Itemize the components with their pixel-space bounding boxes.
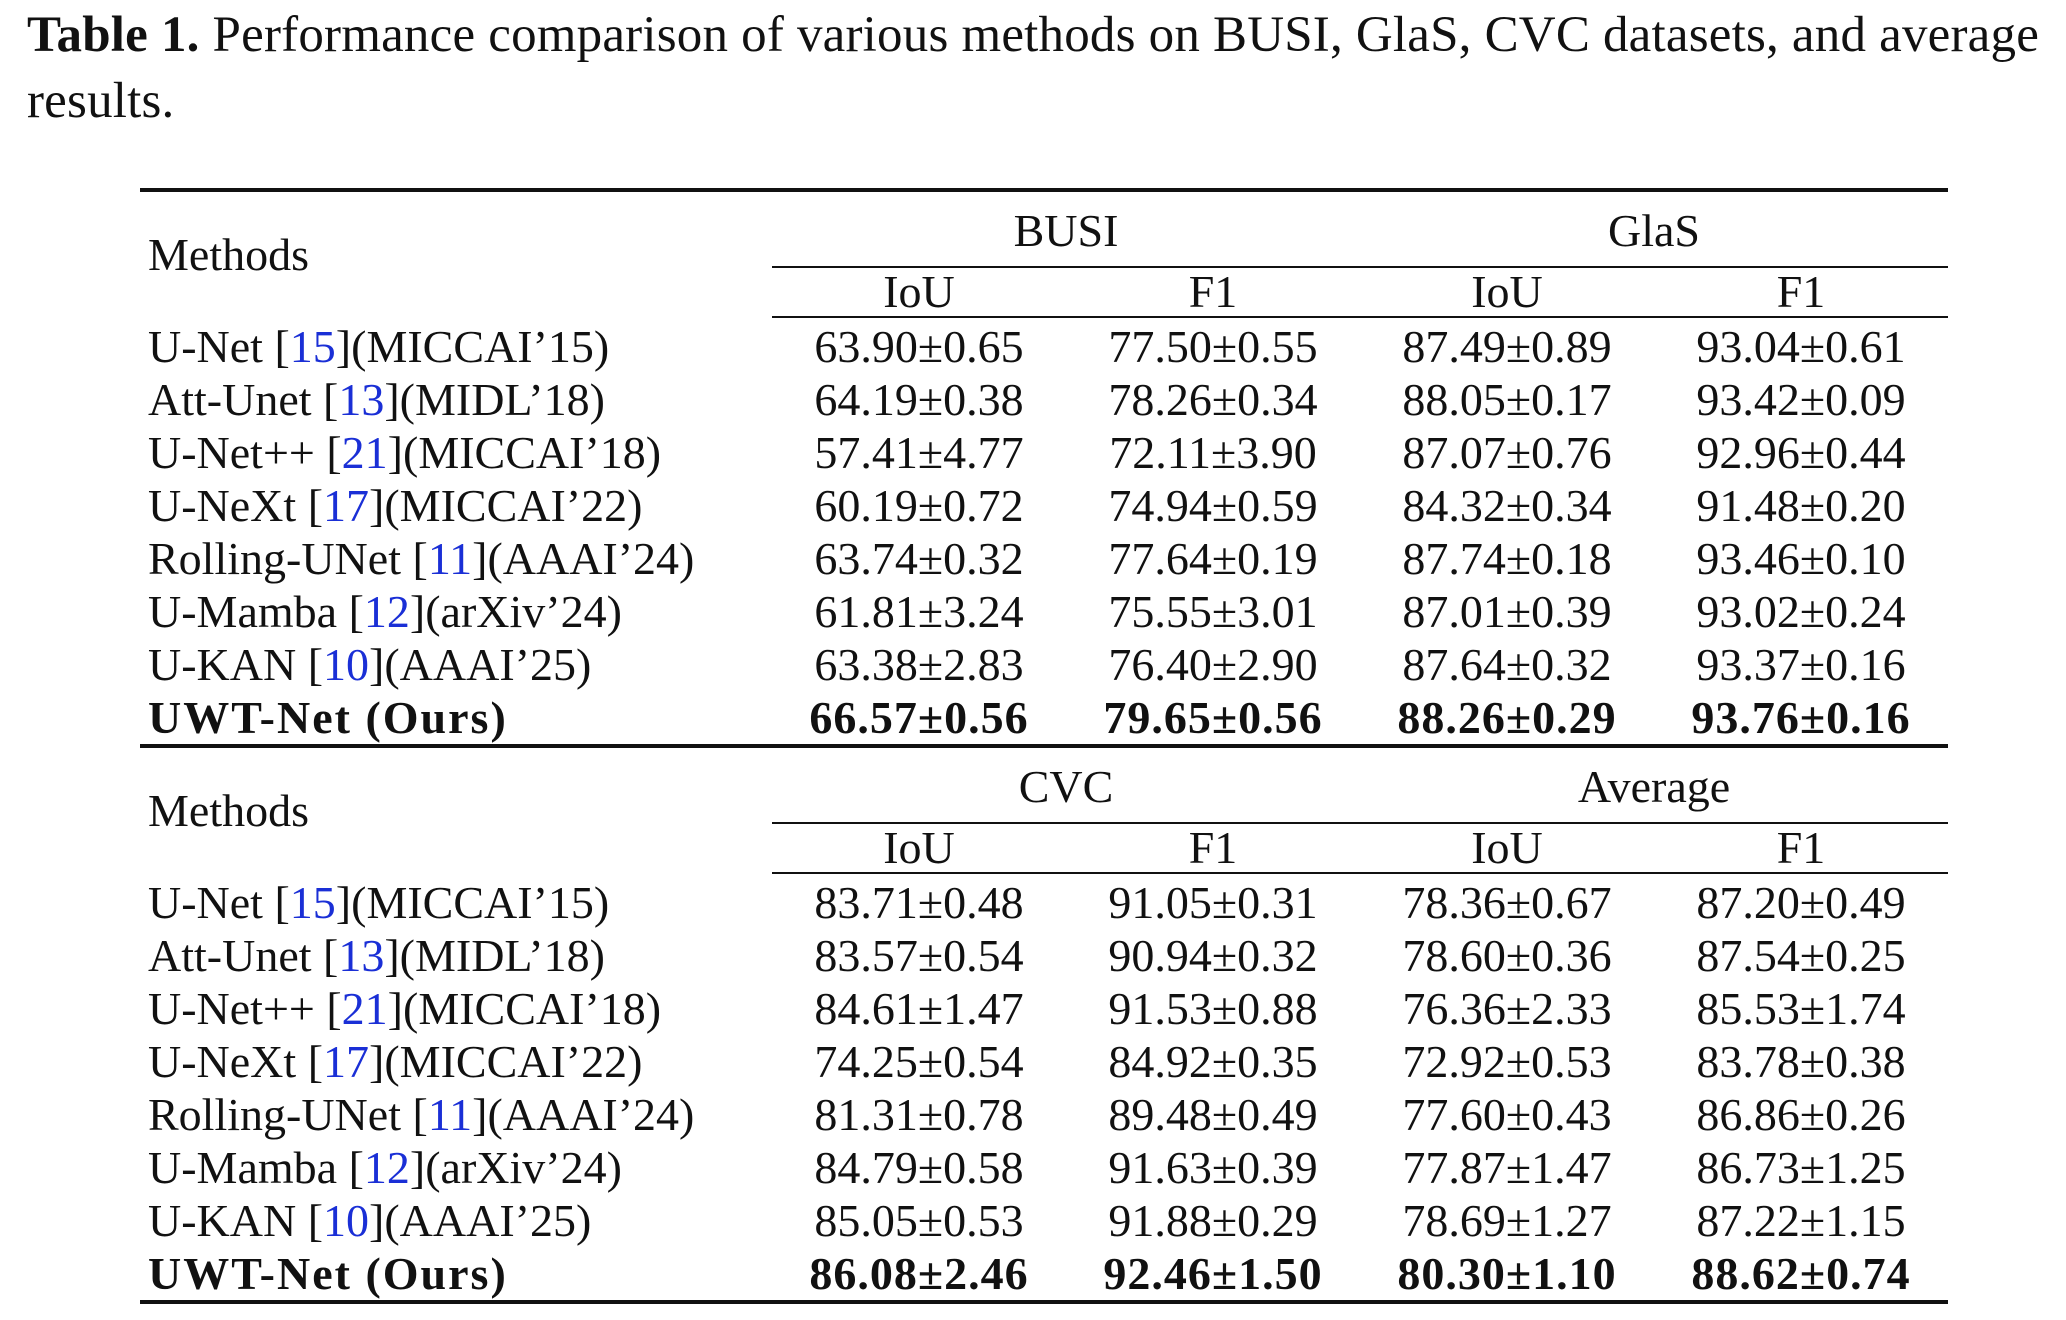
citation-bracket: [	[412, 533, 428, 584]
method-venue: (MICCAI’18)	[403, 427, 662, 478]
metric-value-cell: 87.22±1.15	[1696, 1195, 1906, 1246]
dataset-header: CVC	[772, 746, 1360, 823]
metric-value-cell-ours: 88.62±0.74	[1654, 1247, 1948, 1302]
metric-value-cell: 91.48±0.20	[1696, 480, 1906, 531]
metric-value-cell: 83.57±0.54	[814, 930, 1024, 981]
method-cell	[140, 1088, 772, 1141]
citation-link[interactable]: 12	[363, 1142, 410, 1193]
metric-value-cell: 75.55±3.01	[1108, 586, 1318, 637]
citation-link[interactable]: 13	[338, 930, 385, 981]
metric-header: IoU	[1360, 267, 1654, 317]
method-cell	[140, 982, 772, 1035]
metric-value-cell: 92.96±0.44	[1696, 427, 1906, 478]
method-name: U-Net	[148, 320, 275, 372]
metric-value-cell: 72.92±0.53	[1402, 1036, 1612, 1087]
metric-value-cell: 93.37±0.16	[1696, 639, 1906, 690]
metric-value-cell: 84.61±1.47	[814, 983, 1024, 1034]
table-row	[140, 982, 1948, 1035]
metric-value-cell: 77.50±0.55	[1108, 321, 1318, 372]
method-name: U-NeXt	[148, 480, 308, 531]
citation-bracket: ]	[384, 374, 400, 425]
metric-value-cell: 74.94±0.59	[1108, 480, 1318, 531]
metric-value-cell: 89.48±0.49	[1108, 1089, 1318, 1140]
method-venue: (AAAI’25)	[384, 639, 592, 690]
metric-value-cell: 78.69±1.27	[1402, 1195, 1612, 1246]
citation-link[interactable]: 10	[323, 639, 370, 690]
table-row	[140, 479, 1948, 532]
citation-bracket: ]	[335, 320, 352, 372]
table-row	[140, 1035, 1948, 1088]
metric-value-cell: 83.71±0.48	[814, 877, 1024, 928]
metric-value-cell: 81.31±0.78	[814, 1089, 1024, 1140]
metric-header: IoU	[772, 267, 1066, 317]
table-row	[140, 532, 1948, 585]
metric-value-cell: 57.41±4.77	[814, 427, 1024, 478]
method-cell	[140, 1035, 772, 1088]
citation-bracket: ]	[384, 930, 400, 981]
citation-bracket: [	[348, 1142, 364, 1193]
table-row	[140, 1088, 1948, 1141]
citation-link[interactable]: 15	[289, 876, 336, 928]
metric-value-cell: 93.42±0.09	[1696, 374, 1906, 425]
citation-bracket: [	[274, 320, 290, 372]
metric-value-cell: 90.94±0.32	[1108, 930, 1318, 981]
table-row	[140, 317, 1948, 373]
results-table-container	[140, 188, 1948, 1304]
method-cell	[140, 638, 772, 691]
method-cell	[140, 532, 772, 585]
metric-value-cell: 84.79±0.58	[814, 1142, 1024, 1193]
method-cell	[140, 929, 772, 982]
citation-bracket: ]	[369, 1036, 385, 1087]
metric-value-cell: 93.46±0.10	[1696, 533, 1906, 584]
metric-value-cell: 77.64±0.19	[1108, 533, 1318, 584]
citation-link[interactable]: 11	[427, 533, 473, 584]
citation-bracket: [	[326, 427, 342, 478]
citation-link[interactable]: 11	[427, 1089, 473, 1140]
citation-link[interactable]: 15	[289, 320, 336, 372]
metric-value-cell: 91.63±0.39	[1108, 1142, 1318, 1193]
method-name: Att-Unet	[148, 930, 324, 981]
dataset-header: GlaS	[1360, 190, 1948, 267]
method-venue: (MICCAI’18)	[403, 983, 662, 1034]
citation-bracket: ]	[409, 1142, 426, 1193]
metric-value-cell: 87.07±0.76	[1402, 427, 1612, 478]
method-venue: (MIDL’18)	[399, 930, 605, 981]
table-row	[140, 585, 1948, 638]
metric-value-cell: 91.88±0.29	[1108, 1195, 1318, 1246]
method-venue: (MICCAI’15)	[351, 320, 610, 372]
metric-value-cell: 87.20±0.49	[1696, 877, 1906, 928]
methods-column-header: Methods	[140, 190, 772, 317]
metric-value-cell: 63.38±2.83	[814, 639, 1024, 690]
results-table-body	[140, 190, 1948, 1302]
method-name: U-KAN	[148, 1195, 308, 1246]
metric-value-cell: 85.53±1.74	[1696, 983, 1906, 1034]
method-venue: (MIDL’18)	[399, 374, 605, 425]
dataset-header-row	[140, 190, 1948, 267]
metric-value-cell: 88.05±0.17	[1402, 374, 1612, 425]
metric-value-cell: 78.26±0.34	[1108, 374, 1318, 425]
citation-bracket: [	[323, 374, 339, 425]
table-row	[140, 373, 1948, 426]
citation-bracket: [	[412, 1089, 428, 1140]
method-name: U-Net	[148, 876, 275, 928]
metric-value-cell: 63.74±0.32	[814, 533, 1024, 584]
citation-bracket: ]	[387, 983, 403, 1034]
citation-link[interactable]: 13	[338, 374, 385, 425]
metric-value-cell: 63.90±0.65	[814, 321, 1024, 372]
metric-header: F1	[1654, 823, 1948, 873]
metric-value-cell-ours: 88.26±0.29	[1397, 692, 1617, 743]
method-name-ours: UWT-Net (Ours)	[148, 692, 508, 743]
caption-label: Table 1.	[27, 7, 200, 63]
metric-header: F1	[1654, 267, 1948, 317]
method-cell	[140, 585, 772, 638]
table-row	[140, 638, 1948, 691]
citation-bracket: [	[307, 1036, 324, 1087]
citation-link[interactable]: 17	[323, 1036, 370, 1087]
metric-value-cell: 72.11±3.90	[1109, 427, 1317, 478]
method-cell	[140, 373, 772, 426]
method-name: U-NeXt	[148, 1036, 308, 1087]
citation-bracket: [	[307, 480, 324, 531]
metric-value-cell: 86.73±1.25	[1696, 1142, 1906, 1193]
method-name: Rolling-UNet	[148, 533, 413, 584]
metric-value-cell: 78.60±0.36	[1402, 930, 1612, 981]
citation-bracket: [	[307, 1195, 324, 1246]
metric-value-cell: 85.05±0.53	[814, 1195, 1024, 1246]
method-name: U-Net++	[148, 983, 327, 1034]
method-cell	[140, 479, 772, 532]
method-name: U-Mamba	[148, 586, 349, 637]
metric-header: IoU	[772, 823, 1066, 873]
citation-bracket: [	[274, 876, 290, 928]
citation-bracket: ]	[369, 480, 385, 531]
dataset-header: BUSI	[772, 190, 1360, 267]
table-row	[140, 873, 1948, 929]
metric-value-cell: 64.19±0.38	[814, 374, 1024, 425]
citation-bracket: [	[323, 930, 339, 981]
citation-bracket: [	[348, 586, 364, 637]
metric-value-cell: 74.25±0.54	[814, 1036, 1024, 1087]
metric-value-cell-ours: 79.65±0.56	[1103, 692, 1323, 743]
method-name-ours: UWT-Net (Ours)	[140, 1247, 772, 1302]
table-row	[140, 929, 1948, 982]
metric-value-cell: 60.19±0.72	[814, 480, 1024, 531]
metric-value-cell: 76.40±2.90	[1108, 639, 1318, 690]
citation-bracket: ]	[409, 586, 426, 637]
results-table	[140, 188, 1948, 1304]
table-row	[140, 1141, 1948, 1194]
citation-bracket: [	[326, 983, 342, 1034]
table-caption	[27, 2, 2057, 134]
citation-bracket: ]	[335, 876, 352, 928]
method-venue: (MICCAI’22)	[384, 480, 643, 531]
metric-value-cell: 61.81±3.24	[814, 586, 1024, 637]
metric-value-cell: 87.54±0.25	[1696, 930, 1906, 981]
metric-value-cell: 78.36±0.67	[1402, 877, 1612, 928]
metric-header: F1	[1066, 267, 1360, 317]
table-row	[140, 426, 1948, 479]
method-name: U-KAN	[148, 639, 308, 690]
method-cell	[140, 1194, 772, 1247]
metric-header: IoU	[1360, 823, 1654, 873]
method-name: U-Net++	[148, 427, 327, 478]
citation-bracket: [	[307, 639, 324, 690]
dataset-header: Average	[1360, 746, 1948, 823]
metric-value-cell: 76.36±2.33	[1402, 983, 1612, 1034]
citation-link[interactable]: 21	[341, 427, 388, 478]
method-venue: (MICCAI’15)	[351, 876, 610, 928]
metric-value-cell: 86.86±0.26	[1696, 1089, 1906, 1140]
method-name: U-Mamba	[148, 1142, 349, 1193]
metric-value-cell: 83.78±0.38	[1696, 1036, 1906, 1087]
table-row-ours	[140, 1247, 1948, 1302]
metric-value-cell: 87.49±0.89	[1402, 321, 1612, 372]
citation-link[interactable]: 21	[341, 983, 388, 1034]
method-venue: (AAAI’24)	[487, 1089, 695, 1140]
metric-header: F1	[1066, 823, 1360, 873]
method-cell	[140, 1141, 772, 1194]
method-venue: (arXiv’24)	[425, 1142, 622, 1193]
citation-bracket: ]	[387, 427, 403, 478]
citation-link[interactable]: 12	[363, 586, 410, 637]
dataset-header-row	[140, 746, 1948, 823]
method-name: Att-Unet	[148, 374, 324, 425]
metric-value-cell-ours: 86.08±2.46	[772, 1247, 1066, 1302]
method-venue: (arXiv’24)	[425, 586, 622, 637]
method-name: Rolling-UNet	[148, 1089, 413, 1140]
metric-value-cell: 87.64±0.32	[1402, 639, 1612, 690]
metric-value-cell-ours: 92.46±1.50	[1066, 1247, 1360, 1302]
metric-value-cell-ours: 80.30±1.10	[1360, 1247, 1654, 1302]
metric-value-cell-ours: 66.57±0.56	[809, 692, 1029, 743]
table-row-ours	[140, 691, 1948, 746]
metric-value-cell: 93.02±0.24	[1696, 586, 1906, 637]
metric-value-cell: 91.53±0.88	[1108, 983, 1318, 1034]
metric-value-cell: 77.87±1.47	[1402, 1142, 1612, 1193]
citation-bracket: ]	[369, 639, 385, 690]
metric-value-cell: 87.74±0.18	[1402, 533, 1612, 584]
metric-value-cell: 87.01±0.39	[1402, 586, 1612, 637]
citation-link[interactable]: 10	[323, 1195, 370, 1246]
metric-value-cell: 77.60±0.43	[1402, 1089, 1612, 1140]
citation-bracket: ]	[472, 533, 488, 584]
metric-value-cell: 91.05±0.31	[1108, 877, 1318, 928]
method-venue: (AAAI’24)	[487, 533, 695, 584]
metric-value-cell: 84.92±0.35	[1108, 1036, 1318, 1087]
citation-bracket: ]	[472, 1089, 488, 1140]
metric-value-cell-ours: 93.76±0.16	[1691, 692, 1911, 743]
metric-value-cell: 84.32±0.34	[1402, 480, 1612, 531]
method-venue: (AAAI’25)	[384, 1195, 592, 1246]
citation-bracket: ]	[369, 1195, 385, 1246]
method-cell	[140, 873, 772, 929]
caption-text: Performance comparison of various methods on BUSI, GlaS, CVC datasets, and average results.	[27, 7, 2040, 129]
method-venue: (MICCAI’22)	[384, 1036, 643, 1087]
method-cell	[140, 317, 772, 373]
metric-value-cell: 93.04±0.61	[1696, 321, 1906, 372]
method-cell	[140, 426, 772, 479]
table-row	[140, 1194, 1948, 1247]
citation-link[interactable]: 17	[323, 480, 370, 531]
methods-column-header: Methods	[140, 746, 772, 873]
